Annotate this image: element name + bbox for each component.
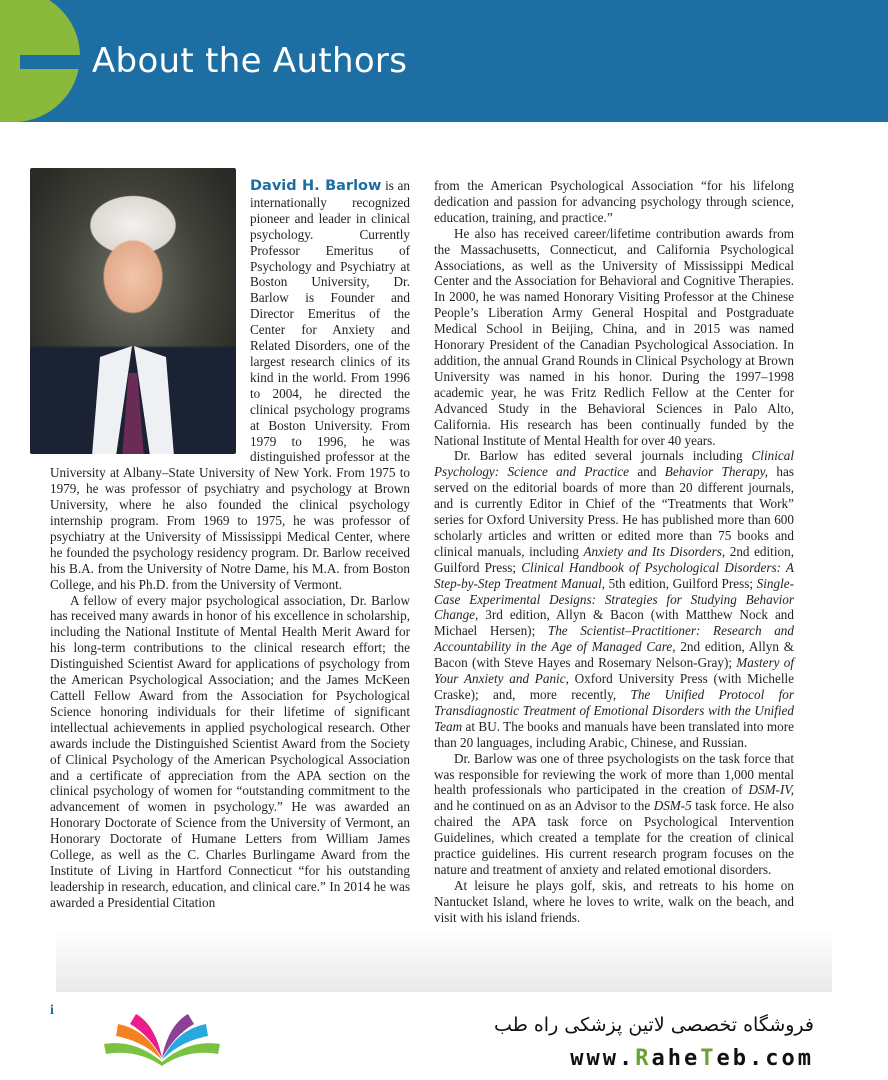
bio-text: is an internationally recognized pioneer and leader in clinical psychology. Currently Professor Emeritus of Psychology and Psychiatry at Boston University, Dr. Barlow is Founder and Director Emeritus of the Center for Anxiety and Related Disorders, one of the largest research clinics of its kind in the world. From 1996 to 2004, he directed the clinical psychology programs at Boston University. From 1979 to 1996, he was distinguished professor at the University at Albany–State University of New York. From 1975 to 1979, he was professor of psychiatry and psychology at Brown University, where he also founded the clinical psychology internship program. From 1969 to 1975, he was professor of psychiatry at the University of Mississippi Medical Center, where he founded the psychology residency program. Dr. Barlow received his B.A. from the University of Notre Dame, his M.A. from Boston College, and his Ph.D. from the University of Vermont.: [50, 178, 410, 592]
left-column: [50, 178, 410, 911]
bio-paragraph-6: Dr. Barlow was one of three psychologists on the task force that was responsible for reviewing the work of more than 1,000 mental health professionals who participated in the creation of DSM-IV, and he continued on as an Advisor to the DSM-5 task force. He also chaired the APA task force on Psychological Intervention Guidelines, which created a template for the creation of clinical practice guidelines. His current research program focuses on the nature and treatment of anxiety and related emotional disorders.: [434, 750, 794, 877]
bottom-fade: [56, 930, 832, 992]
right-column: [434, 178, 794, 926]
bio-paragraph-3: from the American Psychological Association “for his lifelong dedication and passion for advancing psychology through science, education, training, and practice.”: [434, 178, 794, 225]
watermark-url: www.RaheTeb.com: [570, 1046, 814, 1071]
watermark-book-logo: [98, 1010, 226, 1070]
page-title: About the Authors: [92, 41, 408, 81]
bio-paragraph-4: He also has received career/lifetime contribution awards from the Massachusetts, Connecticut, and California Psychological Associations, as well as the University of Mississippi Medical Center and the Association for Behavioral and Cognitive Therapies. In 2000, he was named Honorary Visiting Professor at the Chinese People’s Liberation Army General Hospital and Postgraduate Medical School in Beijing, China, and in 2015 was named Honorary President of the Canadian Psychological Association. In addition, the annual Grand Rounds in Clinical Psychology at Brown University was named in his honor. During the 1997–1998 academic year, he was Fritz Redlich Fellow at the Center for Advanced Study in the Behavioral Sciences in Palo Alto, California. His research has been continually funded by the National Institute of Mental Health for over 40 years.: [434, 225, 794, 448]
page-number: i: [50, 1003, 54, 1018]
header-accent-bar: [20, 55, 82, 69]
author-name: David H. Barlow: [250, 178, 382, 194]
bio-paragraph-7: At leisure he plays golf, skis, and retreats to his home on Nantucket Island, where he loves to write, walk on the beach, and visit with his island friends.: [434, 877, 794, 925]
watermark-store-name: فروشگاه تخصصی لاتین پزشکی راه طب: [494, 1014, 814, 1036]
chapter-header: [0, 0, 888, 122]
bio-paragraph-5: Dr. Barlow has edited several journals including Clinical Psychology: Science and Practice and Behavior Therapy, has served on the editorial boards of more than 20 different journals, and is currently Editor in Chief of the “Treatments that Work” series for Oxford University Press. He has published more than 600 scholarly articles and written or edited more than 75 books and clinical manuals, including Anxiety and Its Disorders, 2nd edition, Guilford Press; Clinical Handbook of Psychological Disorders: A Step-by-Step Treatment Manual, 5th edition, Guilford Press; Single-Case Experimental Designs: Strategies for Studying Behavior Change, 3rd edition, Allyn & Bacon (with Matthew Nock and Michael Hersen); The Scientist–Practitioner: Research and Accountability in the Age of Managed Care, 2nd edition, Allyn & Bacon (with Steve Hayes and Rosemary Nelson-Gray); Mastery of Your Anxiety and Panic, Oxford University Press (with Michelle Craske); and, more recently, The Unified Protocol for Transdiagnostic Treatment of Emotional Disorders with the Unified Team at BU. The books and manuals have been translated into more than 20 languages, including Arabic, Chinese, and Russian.: [434, 448, 794, 750]
bio-paragraph-2: A fellow of every major psychological association, Dr. Barlow has received many awards in honor of his excellence in scholarship, including the National Institute of Mental Health Merit Award for his long-term contributions to the clinical research effort; the Distinguished Scientist Award for applications of psychology from the American Psychological Association; and the James McKeen Cattell Fellow Award from the Association for Psychological Science honoring individuals for their lifetime of significant intellectual achievements in applied psychological research. Other awards include the Distinguished Scientist Award from the Society of Clinical Psychology of the American Psychological Association and a certificate of appreciation from the APA section on the clinical psychology of women for “outstanding commitment to the advancement of women in psychology.” He was awarded an Honorary Doctorate of Science from the University of Vermont, an Honorary Doctorate of Humane Letters from William James College, as well as the C. Charles Burlingame Award from the Institute of Living in Hartford Connecticut “for his outstanding leadership in research, education, and clinical care.” In 2014 he was awarded a Presidential Citation: [50, 592, 410, 910]
author-photo: [30, 168, 236, 454]
